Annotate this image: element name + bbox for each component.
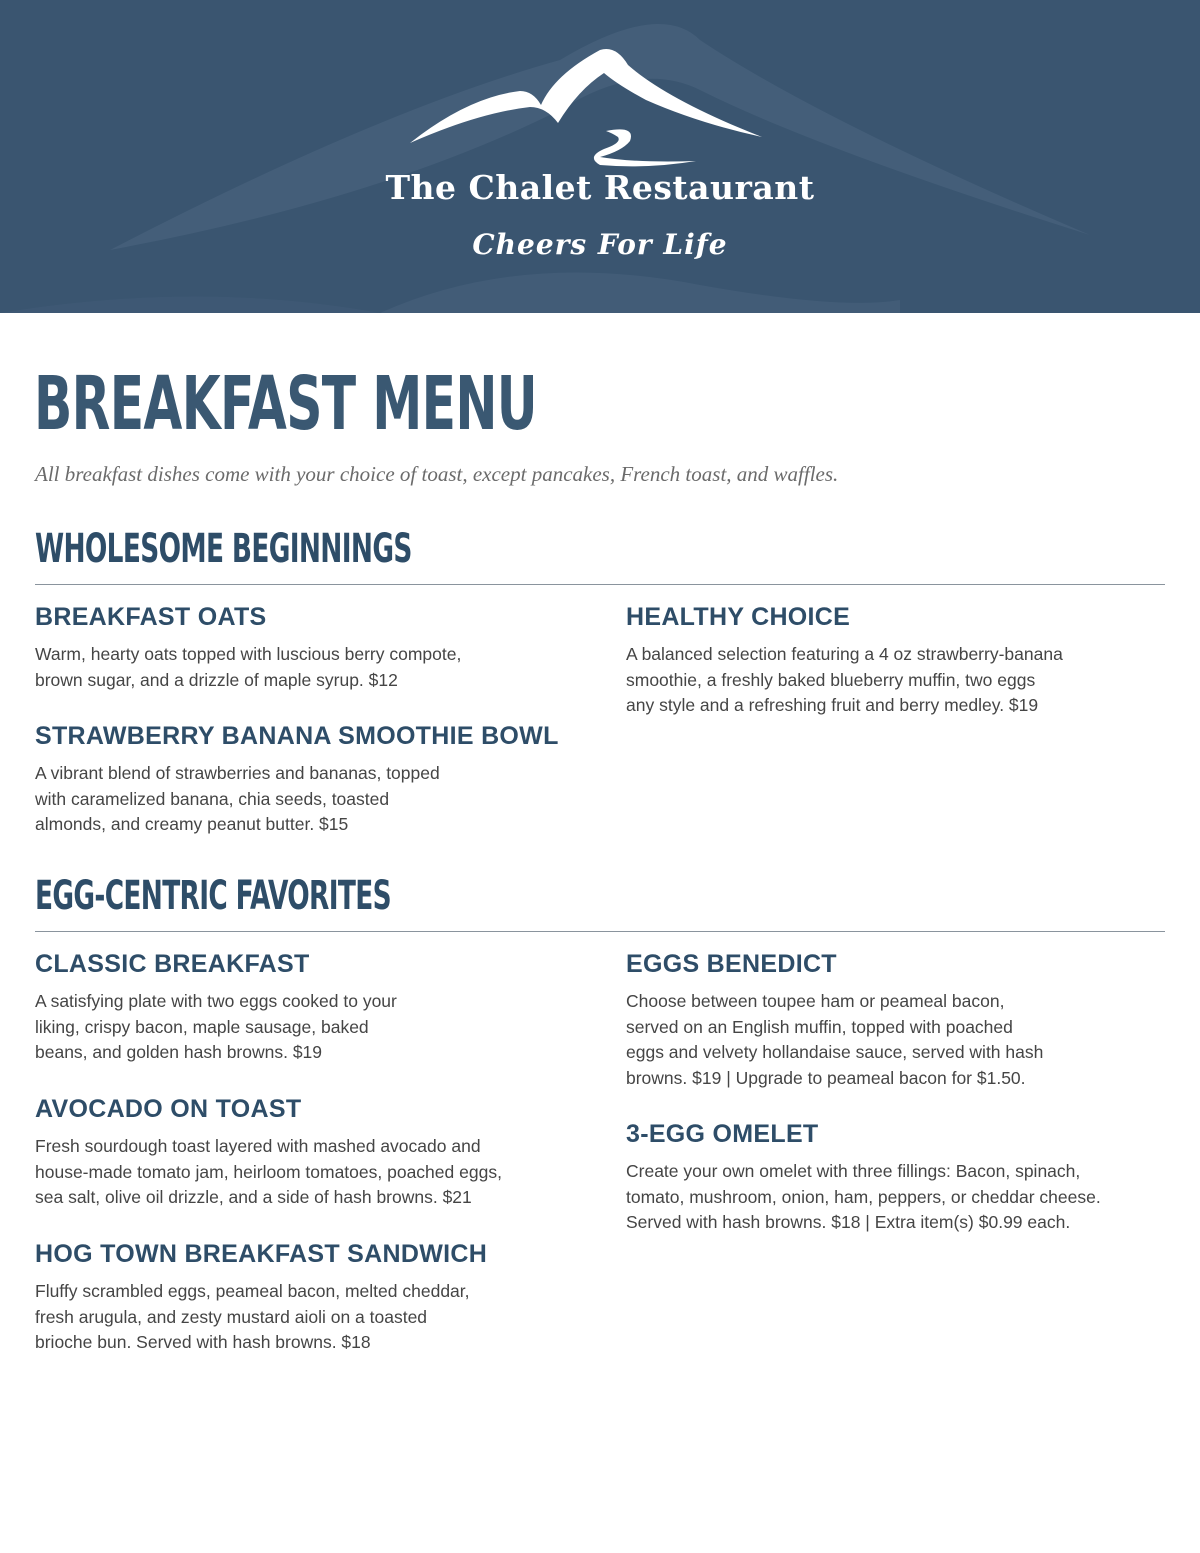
menu-item-classic-breakfast: [35, 950, 575, 1066]
menu-item-description: A vibrant blend of strawberries and bananas, topped with caramelized banana, chia seeds, toasted almonds, and creamy peanut butter. $15: [35, 763, 440, 834]
menu-item-name: HEALTHY CHOICE: [626, 603, 851, 631]
menu-item-description: Create your own omelet with three fillings: Bacon, spinach, tomato, mushroom, onion, ham, peppers, or cheddar cheese. Served with hash browns. $18 | Extra item(s) $0.99 each.: [626, 1161, 1101, 1232]
menu-item-name: AVOCADO ON TOAST: [35, 1095, 302, 1123]
mountain-logo-icon: [408, 45, 768, 175]
section-title-wholesome-beginnings: WHOLESOME BEGINNINGS: [35, 526, 412, 572]
section-divider: [35, 584, 1165, 585]
menu-item-avocado-on-toast: [35, 1095, 575, 1211]
restaurant-tagline: Cheers For Life: [472, 228, 728, 261]
menu-item-description: Choose between toupee ham or peameal bacon, served on an English muffin, topped with poached eggs and velvety hollandaise sauce, served with hash browns. $19 | Upgrade to peameal bacon for $1.50.: [626, 991, 1044, 1088]
menu-item-name: CLASSIC BREAKFAST: [35, 950, 310, 978]
section-divider: [35, 931, 1165, 932]
menu-item-breakfast-oats: [35, 603, 575, 693]
menu-item-name: HOG TOWN BREAKFAST SANDWICH: [35, 1240, 488, 1268]
menu-item-name: 3-EGG OMELET: [626, 1120, 819, 1148]
menu-item-hog-town-sandwich: [35, 1240, 575, 1356]
menu-item-name: BREAKFAST OATS: [35, 603, 267, 631]
restaurant-name: The Chalet Restaurant: [385, 168, 815, 207]
menu-item-eggs-benedict: [626, 950, 1166, 1091]
page-title: BREAKFAST MENU: [34, 361, 537, 447]
menu-item-description: Fluffy scrambled eggs, peameal bacon, melted cheddar, fresh arugula, and zesty mustard aioli on a toasted brioche bun. Served with hash browns. $18: [35, 1281, 470, 1352]
menu-item-smoothie-bowl: [35, 722, 575, 838]
menu-item-3-egg-omelet: [626, 1120, 1166, 1236]
menu-item-name: EGGS BENEDICT: [626, 950, 837, 978]
menu-item-name: STRAWBERRY BANANA SMOOTHIE BOWL: [35, 722, 559, 750]
menu-subtitle: All breakfast dishes come with your choice of toast, except pancakes, French toast, and waffles.: [35, 462, 839, 486]
header-banner: [0, 0, 1200, 313]
menu-item-description: Fresh sourdough toast layered with mashed avocado and house-made tomato jam, heirloom tomatoes, poached eggs, sea salt, olive oil drizzle, and a side of hash browns. $21: [35, 1136, 502, 1207]
menu-item-description: A balanced selection featuring a 4 oz strawberry-banana smoothie, a freshly baked blueberry muffin, two eggs any style and a refreshing fruit and berry medley. $19: [626, 644, 1063, 715]
menu-item-description: Warm, hearty oats topped with luscious berry compote, brown sugar, and a drizzle of maple syrup. $12: [35, 644, 462, 690]
menu-item-description: A satisfying plate with two eggs cooked to your liking, crispy bacon, maple sausage, baked beans, and golden hash browns. $19: [35, 991, 397, 1062]
menu-item-healthy-choice: [626, 603, 1166, 719]
section-title-egg-centric-favorites: EGG-CENTRIC FAVORITES: [35, 873, 391, 919]
